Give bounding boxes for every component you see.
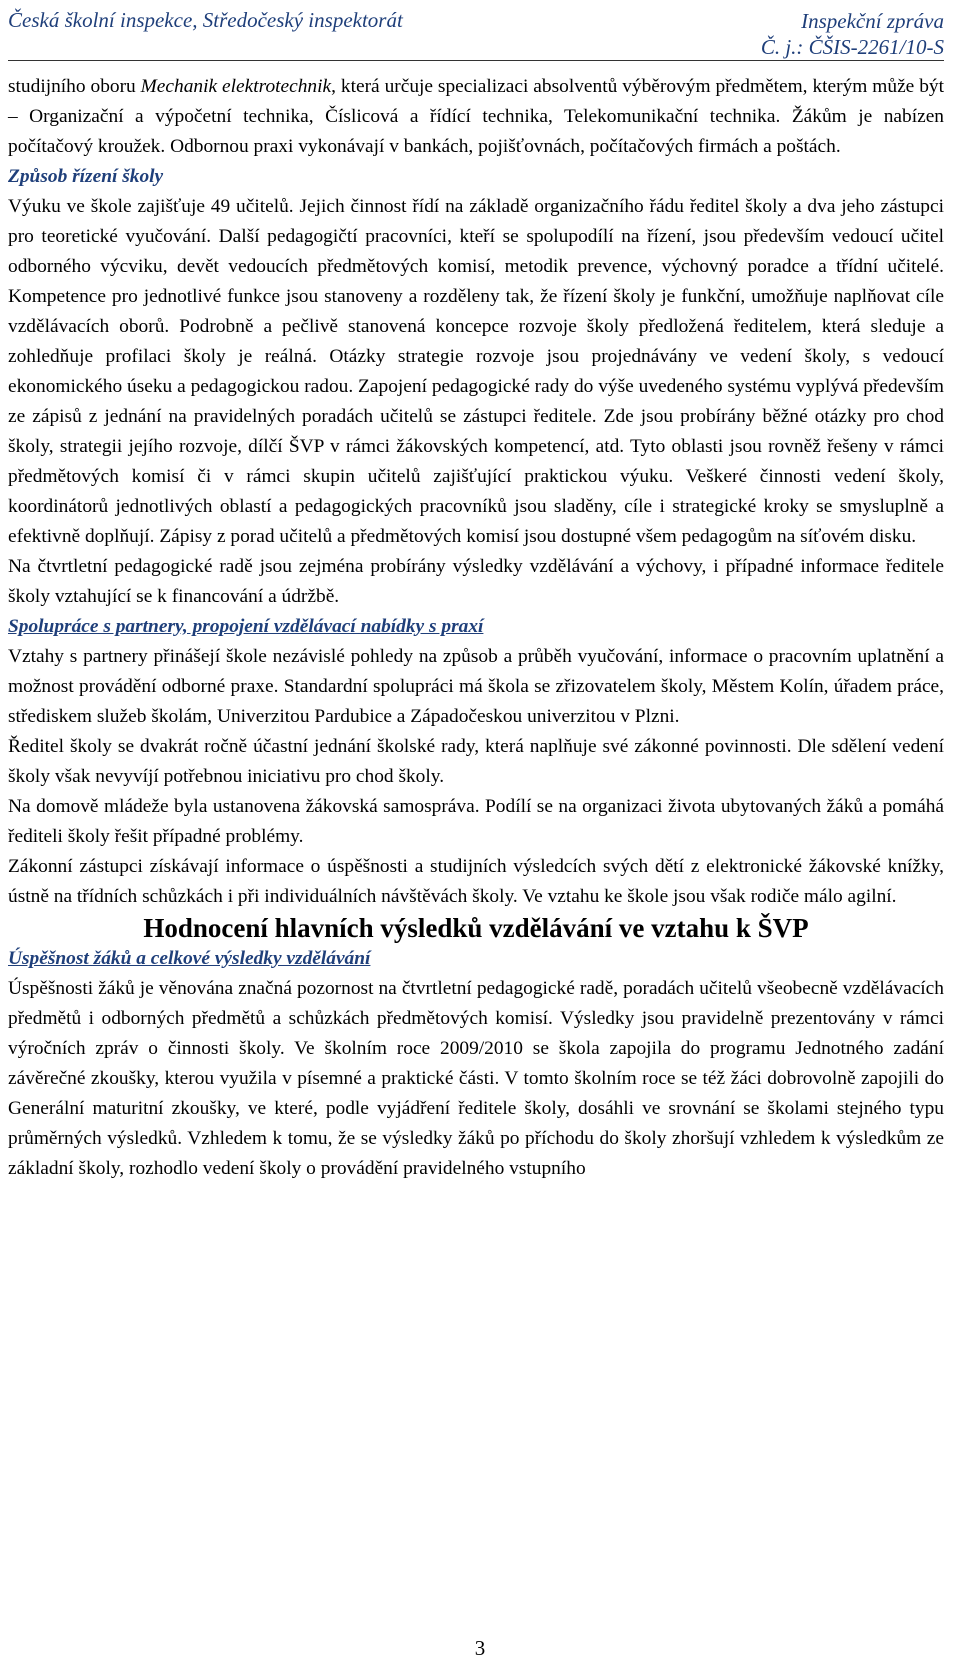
heading-spoluprace: Spolupráce s partnery, propojení vzdělávací nabídky s praxí [8,616,484,637]
paragraph-spoluprace-partneri: Vztahy s partnery přinášejí škole nezávislé pohledy na způsob a průběh vyučování, informace o pracovním uplatnění a možnost provádění odborné praxe. Standardní spolupráci má škola se zřizovatelem školy, Městem Kolín, úřadem práce, střediskem služeb školám, Univerzitou Pardubice a Západočeskou univerzitou v Plzni. [8,646,944,727]
document-body [8,72,944,1184]
intro-field-name: Mechanik elektrotechnik [140,76,332,97]
paragraph-pedagogicka-rada: Na čtvrtletní pedagogické radě jsou zejména probírány výsledky vzdělávání a výchovy, i případné informace ředitele školy vztahující se k financování a údržbě. [8,556,944,607]
intro-paragraph [8,72,944,162]
paragraph-rizeni-skoly: Výuku ve škole zajišťuje 49 učitelů. Jejich činnost řídí na základě organizačního řádu ředitel školy a dva jeho zástupci pro teoretické vyučování. Další pedagogičtí pracovníci, kteří se spolupodílí na řízení, jsou především vedoucí učitel odborného výcviku, devět vedoucích předmětových komisí, metodik prevence, výchovný poradce a třídní učitelé. Kompetence pro jednotlivé funkce jsou stanoveny a rozděleny tak, že řízení školy je funkční, umožňuje naplňovat cíle vzdělávacích oborů. Podrobně a pečlivě stanovená koncepce rozvoje školy předložená ředitelem, která sleduje a zohledňuje profilaci školy je reálná. Otázky strategie rozvoje jsou projednávány ve vedení školy, s vedoucí ekonomického úseku a pedagogickou radou. Zapojení pedagogické rady do výše uvedeného systému vyplývá především ze zápisů z jednání na pravidelných poradách učitelů se zástupci ředitele. Zde jsou probírány běžné otázky pro chod školy, strategii jejího rozvoje, dílčí ŠVP v rámci žákovských kompetencí, atd. Tyto oblasti jsou rovněž řešeny v rámci předmětových komisí či v rámci skupin učitelů zajišťující praktickou výuku. Veškeré činnosti vedení školy, koordinátorů jednotlivých oblastí a pedagogických pracovníků jsou sladěny, cíle i strategické kroky se smysluplně a efektivně doplňují. Zápisy z porad učitelů a předmětových komisí jsou dostupné všem pedagogům na síťovém disku. [8,196,944,547]
page-number: 3 [474,1636,486,1660]
intro-text-end: , která určuje specializaci absolventů výběrovým předmětem, kterým může být – Organizační a výpočetní technika, Číslicová a řídící technika, Telekomunikační technika. Žákům je nabízen počítačový kroužek. Odbornou praxi vykonávají v bankách, pojišťovnách, počítačových firmách a poštách. [8,76,944,157]
paragraph-uspesnost-zaku: Úspěšnosti žáků je věnována značná pozornost na čtvrtletní pedagogické radě, poradách učitelů všeobecně vzdělávacích předmětů i odborných předmětů a schůzkách předmětových komisí. Výsledky jsou pravidelně prezentovány v rámci výročních zpráv o činnosti školy. Ve školním roce 2009/2010 se škola zapojila do programu Jednotného zadání závěrečné zkoušky, kterou využila v písemné a praktické části. V tomto školním roce se též žáci dobrovolně zapojili do Generální maturitní zkoušky, ve které, podle vyjádření ředitele školy, dosáhli ve srovnání se školami stejného typu průměrných výsledků. Vzhledem k tomu, že se výsledky žáků po příchodu do školy zhoršují vzhledem k výsledkům ze základní školy, rozhodlo vedení školy o provádění pravidelného vstupního [8,978,944,1179]
paragraph-skolska-rada: Ředitel školy se dvakrát ročně účastní jednání školské rady, která naplňuje své zákonné povinnosti. Dle sdělení vedení školy však nevyvíjí potřebnou iniciativu pro chod školy. [8,736,944,787]
section-heading-vysledky: Hodnocení hlavních výsledků vzdělávání ve vztahu k ŠVP [143,913,809,943]
header-institution: Česká školní inspekce, Středočeský inspektorát [8,8,403,32]
header-reference-number: Č. j.: ČŠIS-2261/10-S [760,35,944,59]
paragraph-zakonni-zastupci: Zákonní zástupci získávají informace o úspěšnosti a studijních výsledcích svých dětí z elektronické žákovské knížky, ústně na třídních schůzkách i při individuálních návštěvách školy. Ve vztahu ke škole jsou však rodiče málo agilní. [8,856,944,907]
heading-rizeni-skoly: Způsob řízení školy [8,166,164,187]
header-report-info [761,8,944,60]
intro-text-start: studijního oboru [8,76,141,97]
header-report-title: Inspekční zpráva [801,9,944,33]
paragraph-domov-mladeze: Na domově mládeže byla ustanovena žákovská samospráva. Podílí se na organizaci života ubytovaných žáků a pomáhá řediteli školy řešit případné problémy. [8,796,944,847]
heading-uspesnost-zaku: Úspěšnost žáků a celkové výsledky vzdělávání [8,948,371,969]
header-divider [8,60,944,61]
